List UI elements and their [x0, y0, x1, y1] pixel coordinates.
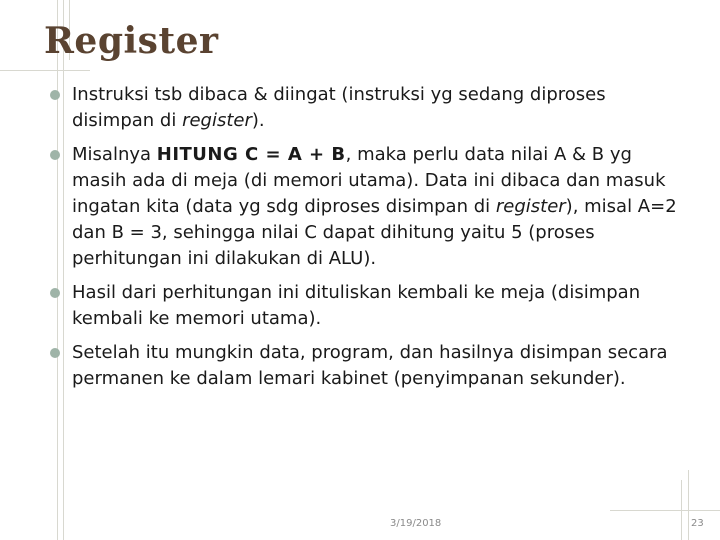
decor-line	[0, 70, 90, 71]
bullet-item-2	[48, 142, 688, 272]
bullet-text: Setelah itu mungkin data, program, dan hasilnya disimpan secara permanen ke dalam lemari kabinet (penyimpanan sekunder).	[72, 342, 668, 389]
bullet-list	[48, 82, 688, 400]
bullet-icon	[50, 348, 60, 358]
bullet-text: Hasil dari perhitungan ini dituliskan kembali ke meja (disimpan kembali ke memori utama).	[72, 282, 641, 329]
bullet-emphasis: register	[182, 110, 252, 131]
bullet-emphasis: register	[495, 196, 566, 217]
bullet-item-4	[48, 340, 688, 392]
bullet-icon	[50, 90, 60, 100]
bullet-icon	[50, 150, 60, 160]
bullet-text: ).	[251, 110, 265, 131]
footer-date: 3/19/2018	[390, 518, 442, 529]
bullet-item-3	[48, 280, 688, 332]
page-number: 23	[691, 518, 704, 529]
slide-title: Register	[44, 20, 219, 62]
bullet-text: Instruksi tsb dibaca & diingat (instruksi yg sedang diproses disimpan di	[72, 84, 606, 131]
decor-line	[688, 470, 689, 540]
bullet-text: , maka perlu data nilai A & B yg masih ada di meja (di memori utama). Data ini dibaca dan masuk ingatan kita (data yg sdg diproses disimpan di	[72, 144, 666, 217]
decor-line	[610, 510, 720, 511]
bullet-text: ), misal A=2 dan B = 3, sehingga nilai C dapat dihitung yaitu 5 (proses perhitungan ini dilakukan di ALU).	[72, 196, 677, 269]
bullet-strong: HITUNG C = A + B	[156, 144, 346, 165]
bullet-icon	[50, 288, 60, 298]
bullet-text: Misalnya	[72, 144, 157, 165]
bullet-item-1	[48, 82, 688, 134]
